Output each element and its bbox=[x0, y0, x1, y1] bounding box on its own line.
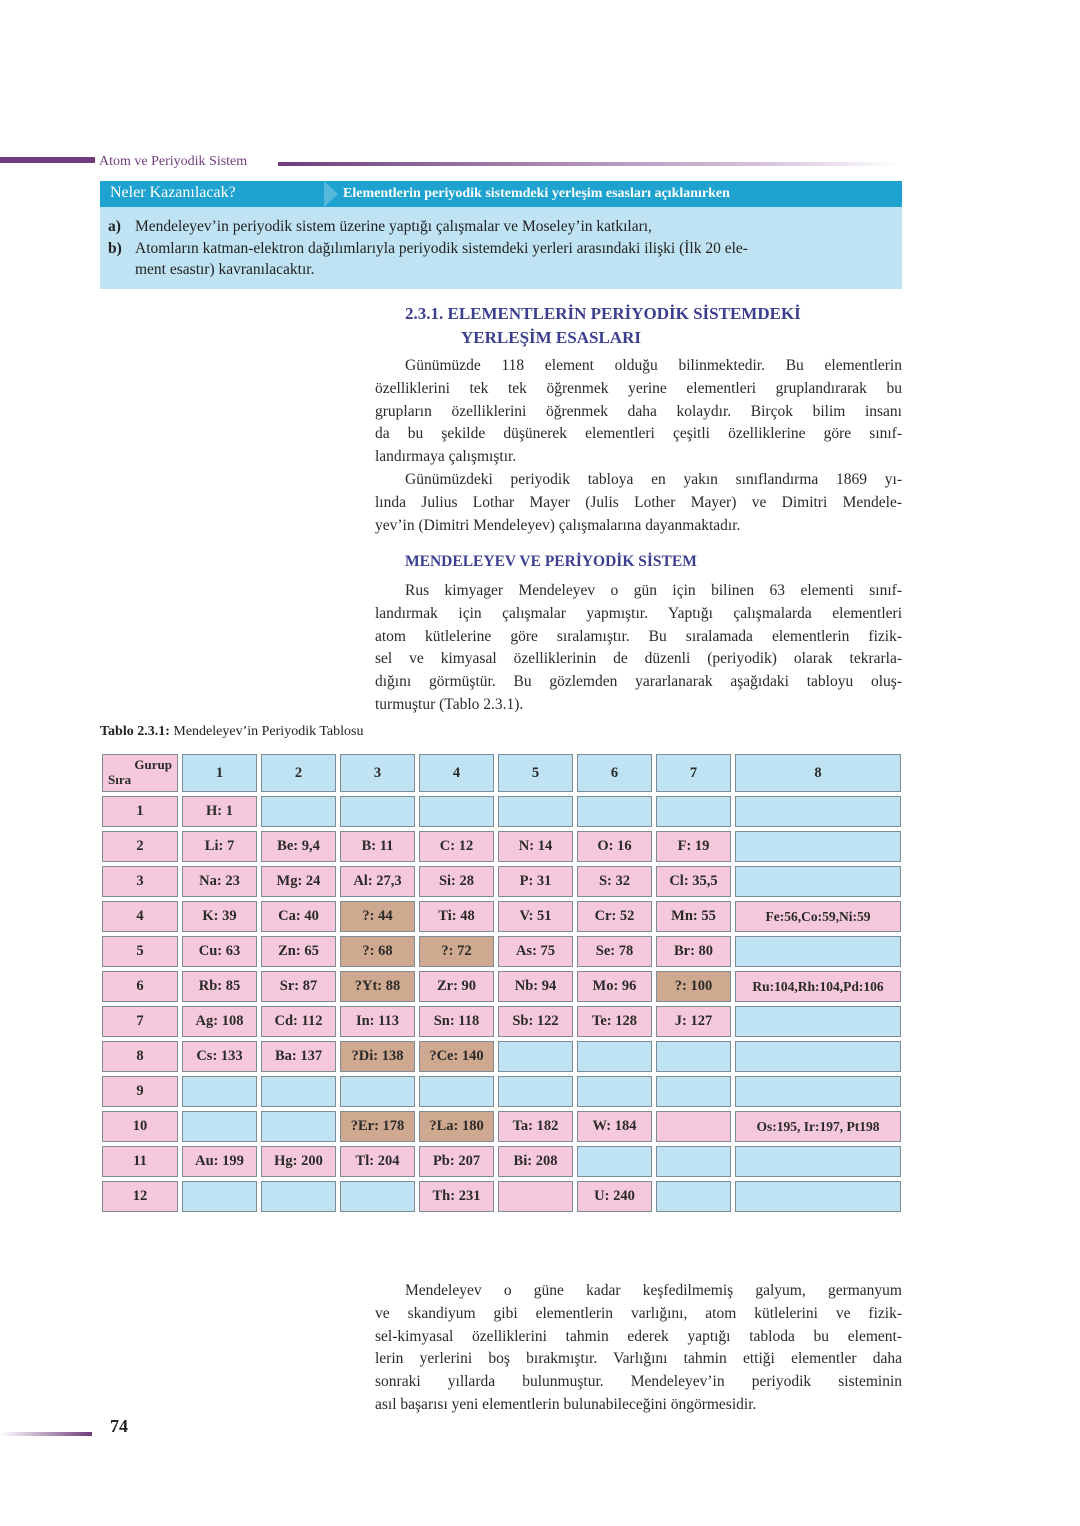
goals-banner bbox=[100, 181, 902, 207]
element-cell: B: 11 bbox=[338, 829, 417, 864]
element-cell: Bi: 208 bbox=[496, 1144, 575, 1179]
row-number: 2 bbox=[100, 829, 180, 864]
element-cell: Sb: 122 bbox=[496, 1004, 575, 1039]
element-cell bbox=[575, 1074, 654, 1109]
element-cell: Ag: 108 bbox=[180, 1004, 259, 1039]
paragraph-2 bbox=[375, 469, 902, 537]
header-accent-bar bbox=[0, 157, 95, 163]
element-cell: Rb: 85 bbox=[180, 969, 259, 1004]
table-row bbox=[100, 1004, 903, 1039]
table-row bbox=[100, 899, 903, 934]
group-header-2: 2 bbox=[259, 752, 338, 794]
group-header-6: 6 bbox=[575, 752, 654, 794]
row-number: 8 bbox=[100, 1039, 180, 1074]
element-cell bbox=[733, 794, 903, 829]
element-cell bbox=[259, 794, 338, 829]
element-cell: ?Di: 138 bbox=[338, 1039, 417, 1074]
element-cell: As: 75 bbox=[496, 934, 575, 969]
element-cell: Be: 9,4 bbox=[259, 829, 338, 864]
element-cell: O: 16 bbox=[575, 829, 654, 864]
element-cell: Si: 28 bbox=[417, 864, 496, 899]
element-cell: Nb: 94 bbox=[496, 969, 575, 1004]
element-cell bbox=[654, 1074, 733, 1109]
row-number: 3 bbox=[100, 864, 180, 899]
element-cell: Sr: 87 bbox=[259, 969, 338, 1004]
element-cell: Cu: 63 bbox=[180, 934, 259, 969]
paragraph-line: yev’in (Dimitri Mendeleyev) çalışmalarına dayanmaktadır. bbox=[375, 516, 741, 534]
element-cell bbox=[733, 1004, 903, 1039]
element-cell: W: 184 bbox=[575, 1109, 654, 1144]
element-cell bbox=[417, 1074, 496, 1109]
element-cell bbox=[180, 1179, 259, 1214]
table-header-row bbox=[100, 752, 903, 794]
element-cell: F: 19 bbox=[654, 829, 733, 864]
row-number: 12 bbox=[100, 1179, 180, 1214]
element-cell: ?: 44 bbox=[338, 899, 417, 934]
group-header-3: 3 bbox=[338, 752, 417, 794]
element-cell: ?La: 180 bbox=[417, 1109, 496, 1144]
element-cell: Ru:104,Rh:104,Pd:106 bbox=[733, 969, 903, 1004]
goal-b bbox=[108, 238, 896, 280]
element-cell: ?Yt: 88 bbox=[338, 969, 417, 1004]
group-header-8: 8 bbox=[733, 752, 903, 794]
goal-b-text: Atomların katman-elektron dağılımlarıyla periyodik sistemdeki yerleri arasındaki ilişki (İlk 20 ele- bbox=[135, 240, 748, 257]
subsection-title: MENDELEYEV VE PERİYODİK SİSTEM bbox=[405, 553, 697, 570]
element-cell: Mg: 24 bbox=[259, 864, 338, 899]
row-number: 11 bbox=[100, 1144, 180, 1179]
element-cell bbox=[496, 1179, 575, 1214]
element-cell: Th: 231 bbox=[417, 1179, 496, 1214]
element-cell: Se: 78 bbox=[575, 934, 654, 969]
element-cell: In: 113 bbox=[338, 1004, 417, 1039]
paragraph-line: lında Julius Lothar Mayer (Julis Lother Mayer) ve Dimitri Mendele- bbox=[375, 493, 902, 511]
section-title bbox=[405, 302, 801, 350]
element-cell bbox=[496, 1074, 575, 1109]
goal-a-label: a) bbox=[108, 218, 121, 235]
element-cell bbox=[733, 1074, 903, 1109]
paragraph-line: Rus kimyager Mendeleyev o gün için bilinen 63 elementi sınıf- bbox=[405, 582, 902, 599]
table-corner-cell bbox=[100, 752, 180, 794]
element-cell bbox=[733, 864, 903, 899]
element-cell bbox=[733, 934, 903, 969]
element-cell bbox=[338, 1179, 417, 1214]
element-cell: Au: 199 bbox=[180, 1144, 259, 1179]
element-cell: Li: 7 bbox=[180, 829, 259, 864]
table-caption-text: Mendeleyev’in Periyodik Tablosu bbox=[169, 724, 364, 739]
element-cell bbox=[733, 829, 903, 864]
element-cell: U: 240 bbox=[575, 1179, 654, 1214]
paragraph-line: sonraki yıllarda bulunmuştur. Mendeleyev’in periyodik sisteminin bbox=[375, 1373, 902, 1391]
footer-rule bbox=[0, 1432, 92, 1436]
element-cell bbox=[654, 1109, 733, 1144]
paragraph-line: sel-kimyasal özelliklerini tahmin ederek yaptığı tabloda bu element- bbox=[375, 1327, 902, 1345]
section-title-line1: 2.3.1. ELEMENTLERİN PERİYODİK SİSTEMDEKİ bbox=[405, 304, 801, 323]
element-cell: Ba: 137 bbox=[259, 1039, 338, 1074]
group-header-1: 1 bbox=[180, 752, 259, 794]
element-cell: ?Ce: 140 bbox=[417, 1039, 496, 1074]
element-cell bbox=[654, 1179, 733, 1214]
element-cell bbox=[259, 1179, 338, 1214]
element-cell bbox=[496, 794, 575, 829]
element-cell: Cd: 112 bbox=[259, 1004, 338, 1039]
paragraph-line: grupların özelliklerini öğrenmek daha kolaydır. Birçok bilim insanı bbox=[375, 402, 902, 420]
element-cell: Na: 23 bbox=[180, 864, 259, 899]
element-cell: Pb: 207 bbox=[417, 1144, 496, 1179]
group-label: Gurup bbox=[134, 757, 172, 772]
element-cell: P: 31 bbox=[496, 864, 575, 899]
table-row bbox=[100, 1039, 903, 1074]
element-cell bbox=[575, 1144, 654, 1179]
group-header-4: 4 bbox=[417, 752, 496, 794]
element-cell: ?: 72 bbox=[417, 934, 496, 969]
element-cell: H: 1 bbox=[180, 794, 259, 829]
running-header: Atom ve Periyodik Sistem bbox=[99, 154, 248, 169]
element-cell bbox=[575, 794, 654, 829]
paragraph-1 bbox=[375, 355, 902, 469]
paragraph-line: özelliklerini tek tek öğrenmek yerine elementleri gruplandırarak bu bbox=[375, 379, 902, 397]
row-number: 1 bbox=[100, 794, 180, 829]
row-number: 6 bbox=[100, 969, 180, 1004]
element-cell bbox=[259, 1074, 338, 1109]
element-cell: J: 127 bbox=[654, 1004, 733, 1039]
row-label: Sıra bbox=[108, 772, 132, 787]
paragraph-line: atom kütlelerine göre sıralamıştır. Bu sıralamada elementlerin fizik- bbox=[375, 627, 902, 645]
goal-a-text: Mendeleyev’in periyodik sistem üzerine yaptığı çalışmalar ve Moseley’in katkıları, bbox=[135, 218, 652, 235]
element-cell bbox=[496, 1039, 575, 1074]
element-cell: Br: 80 bbox=[654, 934, 733, 969]
mendeleyev-table bbox=[100, 752, 903, 1214]
row-number: 9 bbox=[100, 1074, 180, 1109]
section-title-line2: YERLEŞİM ESASLARI bbox=[461, 328, 641, 347]
table-row bbox=[100, 1074, 903, 1109]
page-number: 74 bbox=[110, 1416, 128, 1436]
element-cell bbox=[733, 1039, 903, 1074]
element-cell: Ca: 40 bbox=[259, 899, 338, 934]
paragraph-4 bbox=[375, 1280, 902, 1417]
element-cell bbox=[654, 794, 733, 829]
element-cell: V: 51 bbox=[496, 899, 575, 934]
element-cell: Hg: 200 bbox=[259, 1144, 338, 1179]
element-cell bbox=[338, 1074, 417, 1109]
goal-b-text-cont: ment esastır) kavranılacaktır. bbox=[135, 261, 315, 278]
element-cell: Fe:56,Co:59,Ni:59 bbox=[733, 899, 903, 934]
element-cell: Cs: 133 bbox=[180, 1039, 259, 1074]
element-cell: Mn: 55 bbox=[654, 899, 733, 934]
row-number: 7 bbox=[100, 1004, 180, 1039]
element-cell: Cl: 35,5 bbox=[654, 864, 733, 899]
goals-title: Neler Kazanılacak? bbox=[110, 184, 236, 201]
element-cell: Ti: 48 bbox=[417, 899, 496, 934]
table-row bbox=[100, 864, 903, 899]
goals-box bbox=[100, 207, 902, 289]
element-cell: Os:195, Ir:197, Pt198 bbox=[733, 1109, 903, 1144]
element-cell: Mo: 96 bbox=[575, 969, 654, 1004]
group-header-7: 7 bbox=[654, 752, 733, 794]
table-row bbox=[100, 794, 903, 829]
element-cell: ?: 100 bbox=[654, 969, 733, 1004]
element-cell: N: 14 bbox=[496, 829, 575, 864]
group-header-5: 5 bbox=[496, 752, 575, 794]
goal-a bbox=[108, 216, 896, 237]
element-cell bbox=[417, 794, 496, 829]
element-cell: Ta: 182 bbox=[496, 1109, 575, 1144]
goals-subtitle: Elementlerin periyodik sistemdeki yerleşim esasları açıklanırken bbox=[343, 186, 730, 201]
element-cell bbox=[733, 1179, 903, 1214]
element-cell bbox=[338, 794, 417, 829]
table-row bbox=[100, 1144, 903, 1179]
element-cell: Sn: 118 bbox=[417, 1004, 496, 1039]
goal-b-label: b) bbox=[108, 240, 122, 257]
paragraph-3 bbox=[375, 580, 902, 717]
element-cell bbox=[259, 1109, 338, 1144]
table-row bbox=[100, 969, 903, 1004]
paragraph-line: lerin yerlerini boş bırakmıştır. Varlığını tahmin ettiği elementler daha bbox=[375, 1350, 902, 1368]
table-row bbox=[100, 1109, 903, 1144]
paragraph-line: landırmaya çalışmıştır. bbox=[375, 448, 517, 466]
paragraph-line: landırmak için çalışmalar yapmıştır. Yaptığı çalışmalarda elementleri bbox=[375, 604, 902, 622]
element-cell: Cr: 52 bbox=[575, 899, 654, 934]
paragraph-line: sel ve kimyasal özelliklerinin de düzenli (periyodik) olarak tekrarla- bbox=[375, 650, 902, 668]
table-row bbox=[100, 1179, 903, 1214]
paragraph-line: asıl başarısı yeni elementlerin bulunabileceğini öngörmesidir. bbox=[375, 1395, 757, 1413]
element-cell bbox=[575, 1039, 654, 1074]
element-cell: ?: 68 bbox=[338, 934, 417, 969]
element-cell bbox=[654, 1144, 733, 1179]
row-number: 5 bbox=[100, 934, 180, 969]
paragraph-line: Mendeleyev o güne kadar keşfedilmemiş galyum, germanyum bbox=[405, 1282, 902, 1299]
element-cell: S: 32 bbox=[575, 864, 654, 899]
arrow-icon bbox=[324, 181, 338, 207]
element-cell bbox=[180, 1109, 259, 1144]
paragraph-line: Günümüzdeki periyodik tabloya en yakın sınıflandırma 1869 yı- bbox=[405, 471, 902, 488]
paragraph-line: dığını görmüştür. Bu gözlemden yararlanarak aşağıdaki tabloyu oluş- bbox=[375, 673, 902, 691]
element-cell bbox=[733, 1144, 903, 1179]
table-row bbox=[100, 934, 903, 969]
element-cell: ?Er: 178 bbox=[338, 1109, 417, 1144]
element-cell: C: 12 bbox=[417, 829, 496, 864]
table-caption-label: Tablo 2.3.1: bbox=[100, 724, 170, 739]
element-cell: Zr: 90 bbox=[417, 969, 496, 1004]
element-cell bbox=[180, 1074, 259, 1109]
paragraph-line: da bu şekilde düşünerek elementleri çeşitli özelliklerine göre sınıf- bbox=[375, 425, 902, 443]
table-caption bbox=[100, 724, 363, 740]
element-cell bbox=[654, 1039, 733, 1074]
element-cell: Te: 128 bbox=[575, 1004, 654, 1039]
row-number: 10 bbox=[100, 1109, 180, 1144]
table-row bbox=[100, 829, 903, 864]
row-number: 4 bbox=[100, 899, 180, 934]
element-cell: Zn: 65 bbox=[259, 934, 338, 969]
paragraph-line: ve skandiyum gibi elementlerin varlığını, atom kütlelerini ve fizik- bbox=[375, 1304, 902, 1322]
header-rule bbox=[278, 162, 898, 166]
element-cell: Al: 27,3 bbox=[338, 864, 417, 899]
paragraph-line: Günümüzde 118 element olduğu bilinmektedir. Bu elementlerin bbox=[405, 357, 902, 374]
element-cell: Tl: 204 bbox=[338, 1144, 417, 1179]
paragraph-line: turmuştur (Tablo 2.3.1). bbox=[375, 695, 524, 713]
element-cell: K: 39 bbox=[180, 899, 259, 934]
